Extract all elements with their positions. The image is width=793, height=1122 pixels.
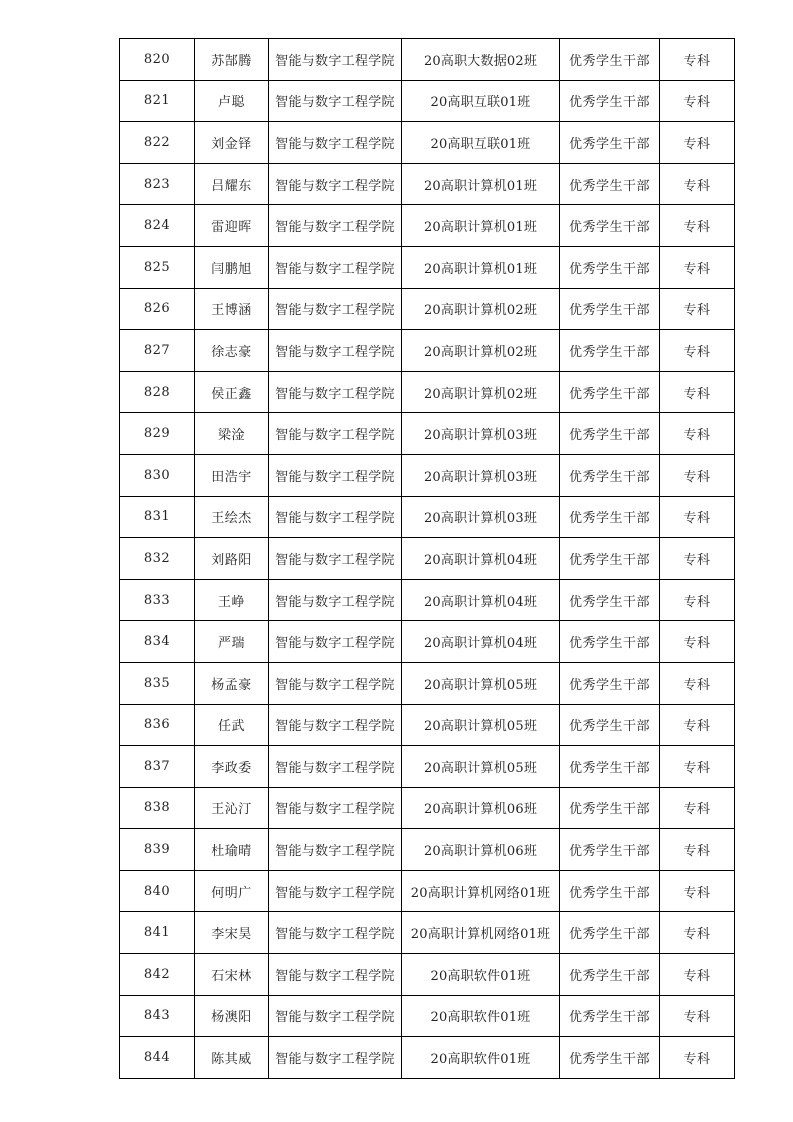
table-row [120,662,735,704]
college-cell: 智能与数字工程学院 [269,704,402,746]
level-cell: 专科 [660,246,735,288]
level-cell: 专科 [660,746,735,788]
award-cell: 优秀学生干部 [560,371,660,413]
award-cell: 优秀学生干部 [560,621,660,663]
table-row [120,579,735,621]
student-name-cell: 王博涵 [195,288,269,330]
table-row [120,538,735,580]
award-cell: 优秀学生干部 [560,579,660,621]
college-cell: 智能与数字工程学院 [269,371,402,413]
class-cell: 20高职计算机06班 [402,787,560,829]
college-cell: 智能与数字工程学院 [269,80,402,122]
row-number-cell: 826 [120,288,195,330]
class-cell: 20高职计算机02班 [402,288,560,330]
award-cell: 优秀学生干部 [560,454,660,496]
table-row [120,496,735,538]
class-cell: 20高职计算机04班 [402,579,560,621]
level-cell: 专科 [660,995,735,1037]
table-row [120,787,735,829]
student-name-cell: 梁淦 [195,413,269,455]
table-row [120,746,735,788]
row-number-cell: 820 [120,39,195,81]
level-cell: 专科 [660,870,735,912]
level-cell: 专科 [660,704,735,746]
level-cell: 专科 [660,288,735,330]
class-cell: 20高职软件01班 [402,1037,560,1079]
college-cell: 智能与数字工程学院 [269,870,402,912]
class-cell: 20高职计算机05班 [402,662,560,704]
college-cell: 智能与数字工程学院 [269,829,402,871]
award-cell: 优秀学生干部 [560,205,660,247]
level-cell: 专科 [660,371,735,413]
row-number-cell: 828 [120,371,195,413]
row-number-cell: 832 [120,538,195,580]
student-name-cell: 严瑞 [195,621,269,663]
level-cell: 专科 [660,496,735,538]
row-number-cell: 829 [120,413,195,455]
student-name-cell: 杜瑜晴 [195,829,269,871]
level-cell: 专科 [660,39,735,81]
college-cell: 智能与数字工程学院 [269,995,402,1037]
class-cell: 20高职软件01班 [402,954,560,996]
level-cell: 专科 [660,787,735,829]
row-number-cell: 840 [120,870,195,912]
class-cell: 20高职计算机03班 [402,454,560,496]
award-cell: 优秀学生干部 [560,912,660,954]
student-name-cell: 闫鹏旭 [195,246,269,288]
student-name-cell: 杨孟豪 [195,662,269,704]
award-cell: 优秀学生干部 [560,80,660,122]
table-row [120,704,735,746]
table-row [120,870,735,912]
class-cell: 20高职计算机01班 [402,246,560,288]
student-name-cell: 王峥 [195,579,269,621]
level-cell: 专科 [660,454,735,496]
student-name-cell: 陈其威 [195,1037,269,1079]
award-cell: 优秀学生干部 [560,870,660,912]
class-cell: 20高职计算机05班 [402,704,560,746]
row-number-cell: 831 [120,496,195,538]
student-name-cell: 刘路阳 [195,538,269,580]
student-name-cell: 石宋林 [195,954,269,996]
student-name-cell: 卢聪 [195,80,269,122]
table-row [120,1037,735,1079]
student-name-cell: 任武 [195,704,269,746]
table-row [120,621,735,663]
award-cell: 优秀学生干部 [560,246,660,288]
table-row [120,246,735,288]
table-row [120,454,735,496]
level-cell: 专科 [660,621,735,663]
table-row [120,954,735,996]
table-row [120,995,735,1037]
row-number-cell: 823 [120,163,195,205]
level-cell: 专科 [660,1037,735,1079]
row-number-cell: 830 [120,454,195,496]
class-cell: 20高职计算机01班 [402,205,560,247]
college-cell: 智能与数字工程学院 [269,288,402,330]
level-cell: 专科 [660,579,735,621]
row-number-cell: 841 [120,912,195,954]
class-cell: 20高职计算机04班 [402,538,560,580]
table-row [120,122,735,164]
table-row [120,39,735,81]
table-row [120,912,735,954]
class-cell: 20高职计算机04班 [402,621,560,663]
row-number-cell: 842 [120,954,195,996]
student-name-cell: 何明广 [195,870,269,912]
row-number-cell: 824 [120,205,195,247]
table-row [120,371,735,413]
row-number-cell: 839 [120,829,195,871]
college-cell: 智能与数字工程学院 [269,330,402,372]
college-cell: 智能与数字工程学院 [269,496,402,538]
class-cell: 20高职互联01班 [402,80,560,122]
level-cell: 专科 [660,330,735,372]
table-row [120,288,735,330]
row-number-cell: 834 [120,621,195,663]
level-cell: 专科 [660,205,735,247]
award-cell: 优秀学生干部 [560,163,660,205]
class-cell: 20高职大数据02班 [402,39,560,81]
award-cell: 优秀学生干部 [560,746,660,788]
student-name-cell: 杨澳阳 [195,995,269,1037]
college-cell: 智能与数字工程学院 [269,912,402,954]
class-cell: 20高职计算机网络01班 [402,912,560,954]
college-cell: 智能与数字工程学院 [269,1037,402,1079]
class-cell: 20高职计算机05班 [402,746,560,788]
college-cell: 智能与数字工程学院 [269,787,402,829]
class-cell: 20高职计算机01班 [402,163,560,205]
award-cell: 优秀学生干部 [560,39,660,81]
award-cell: 优秀学生干部 [560,538,660,580]
class-cell: 20高职计算机03班 [402,496,560,538]
class-cell: 20高职计算机06班 [402,829,560,871]
student-name-cell: 李政委 [195,746,269,788]
award-cell: 优秀学生干部 [560,496,660,538]
college-cell: 智能与数字工程学院 [269,579,402,621]
student-name-cell: 王绘杰 [195,496,269,538]
college-cell: 智能与数字工程学院 [269,538,402,580]
row-number-cell: 837 [120,746,195,788]
college-cell: 智能与数字工程学院 [269,246,402,288]
student-name-cell: 徐志豪 [195,330,269,372]
student-name-cell: 刘金铎 [195,122,269,164]
level-cell: 专科 [660,954,735,996]
student-name-cell: 吕耀东 [195,163,269,205]
level-cell: 专科 [660,80,735,122]
table-row [120,80,735,122]
level-cell: 专科 [660,163,735,205]
row-number-cell: 838 [120,787,195,829]
row-number-cell: 827 [120,330,195,372]
row-number-cell: 843 [120,995,195,1037]
college-cell: 智能与数字工程学院 [269,39,402,81]
student-name-cell: 李宋昊 [195,912,269,954]
student-name-cell: 苏郜腾 [195,39,269,81]
award-cell: 优秀学生干部 [560,787,660,829]
award-cell: 优秀学生干部 [560,330,660,372]
college-cell: 智能与数字工程学院 [269,454,402,496]
class-cell: 20高职计算机03班 [402,413,560,455]
row-number-cell: 825 [120,246,195,288]
student-name-cell: 雷迎晖 [195,205,269,247]
student-name-cell: 王沁汀 [195,787,269,829]
award-cell: 优秀学生干部 [560,954,660,996]
row-number-cell: 821 [120,80,195,122]
row-number-cell: 836 [120,704,195,746]
student-name-cell: 田浩宇 [195,454,269,496]
college-cell: 智能与数字工程学院 [269,746,402,788]
table-row [120,413,735,455]
row-number-cell: 833 [120,579,195,621]
table-row [120,163,735,205]
level-cell: 专科 [660,912,735,954]
table-row [120,330,735,372]
row-number-cell: 835 [120,662,195,704]
college-cell: 智能与数字工程学院 [269,413,402,455]
row-number-cell: 844 [120,1037,195,1079]
college-cell: 智能与数字工程学院 [269,621,402,663]
award-cell: 优秀学生干部 [560,1037,660,1079]
class-cell: 20高职计算机02班 [402,371,560,413]
table-row [120,829,735,871]
award-cell: 优秀学生干部 [560,829,660,871]
level-cell: 专科 [660,413,735,455]
class-cell: 20高职互联01班 [402,122,560,164]
college-cell: 智能与数字工程学院 [269,163,402,205]
college-cell: 智能与数字工程学院 [269,662,402,704]
table-body [120,39,735,1079]
class-cell: 20高职计算机网络01班 [402,870,560,912]
award-list-table [119,38,735,1079]
level-cell: 专科 [660,662,735,704]
award-cell: 优秀学生干部 [560,288,660,330]
award-cell: 优秀学生干部 [560,122,660,164]
award-cell: 优秀学生干部 [560,704,660,746]
award-cell: 优秀学生干部 [560,662,660,704]
row-number-cell: 822 [120,122,195,164]
level-cell: 专科 [660,122,735,164]
college-cell: 智能与数字工程学院 [269,205,402,247]
award-cell: 优秀学生干部 [560,413,660,455]
class-cell: 20高职软件01班 [402,995,560,1037]
student-name-cell: 侯正鑫 [195,371,269,413]
award-cell: 优秀学生干部 [560,995,660,1037]
table-row [120,205,735,247]
level-cell: 专科 [660,829,735,871]
class-cell: 20高职计算机02班 [402,330,560,372]
college-cell: 智能与数字工程学院 [269,122,402,164]
level-cell: 专科 [660,538,735,580]
college-cell: 智能与数字工程学院 [269,954,402,996]
